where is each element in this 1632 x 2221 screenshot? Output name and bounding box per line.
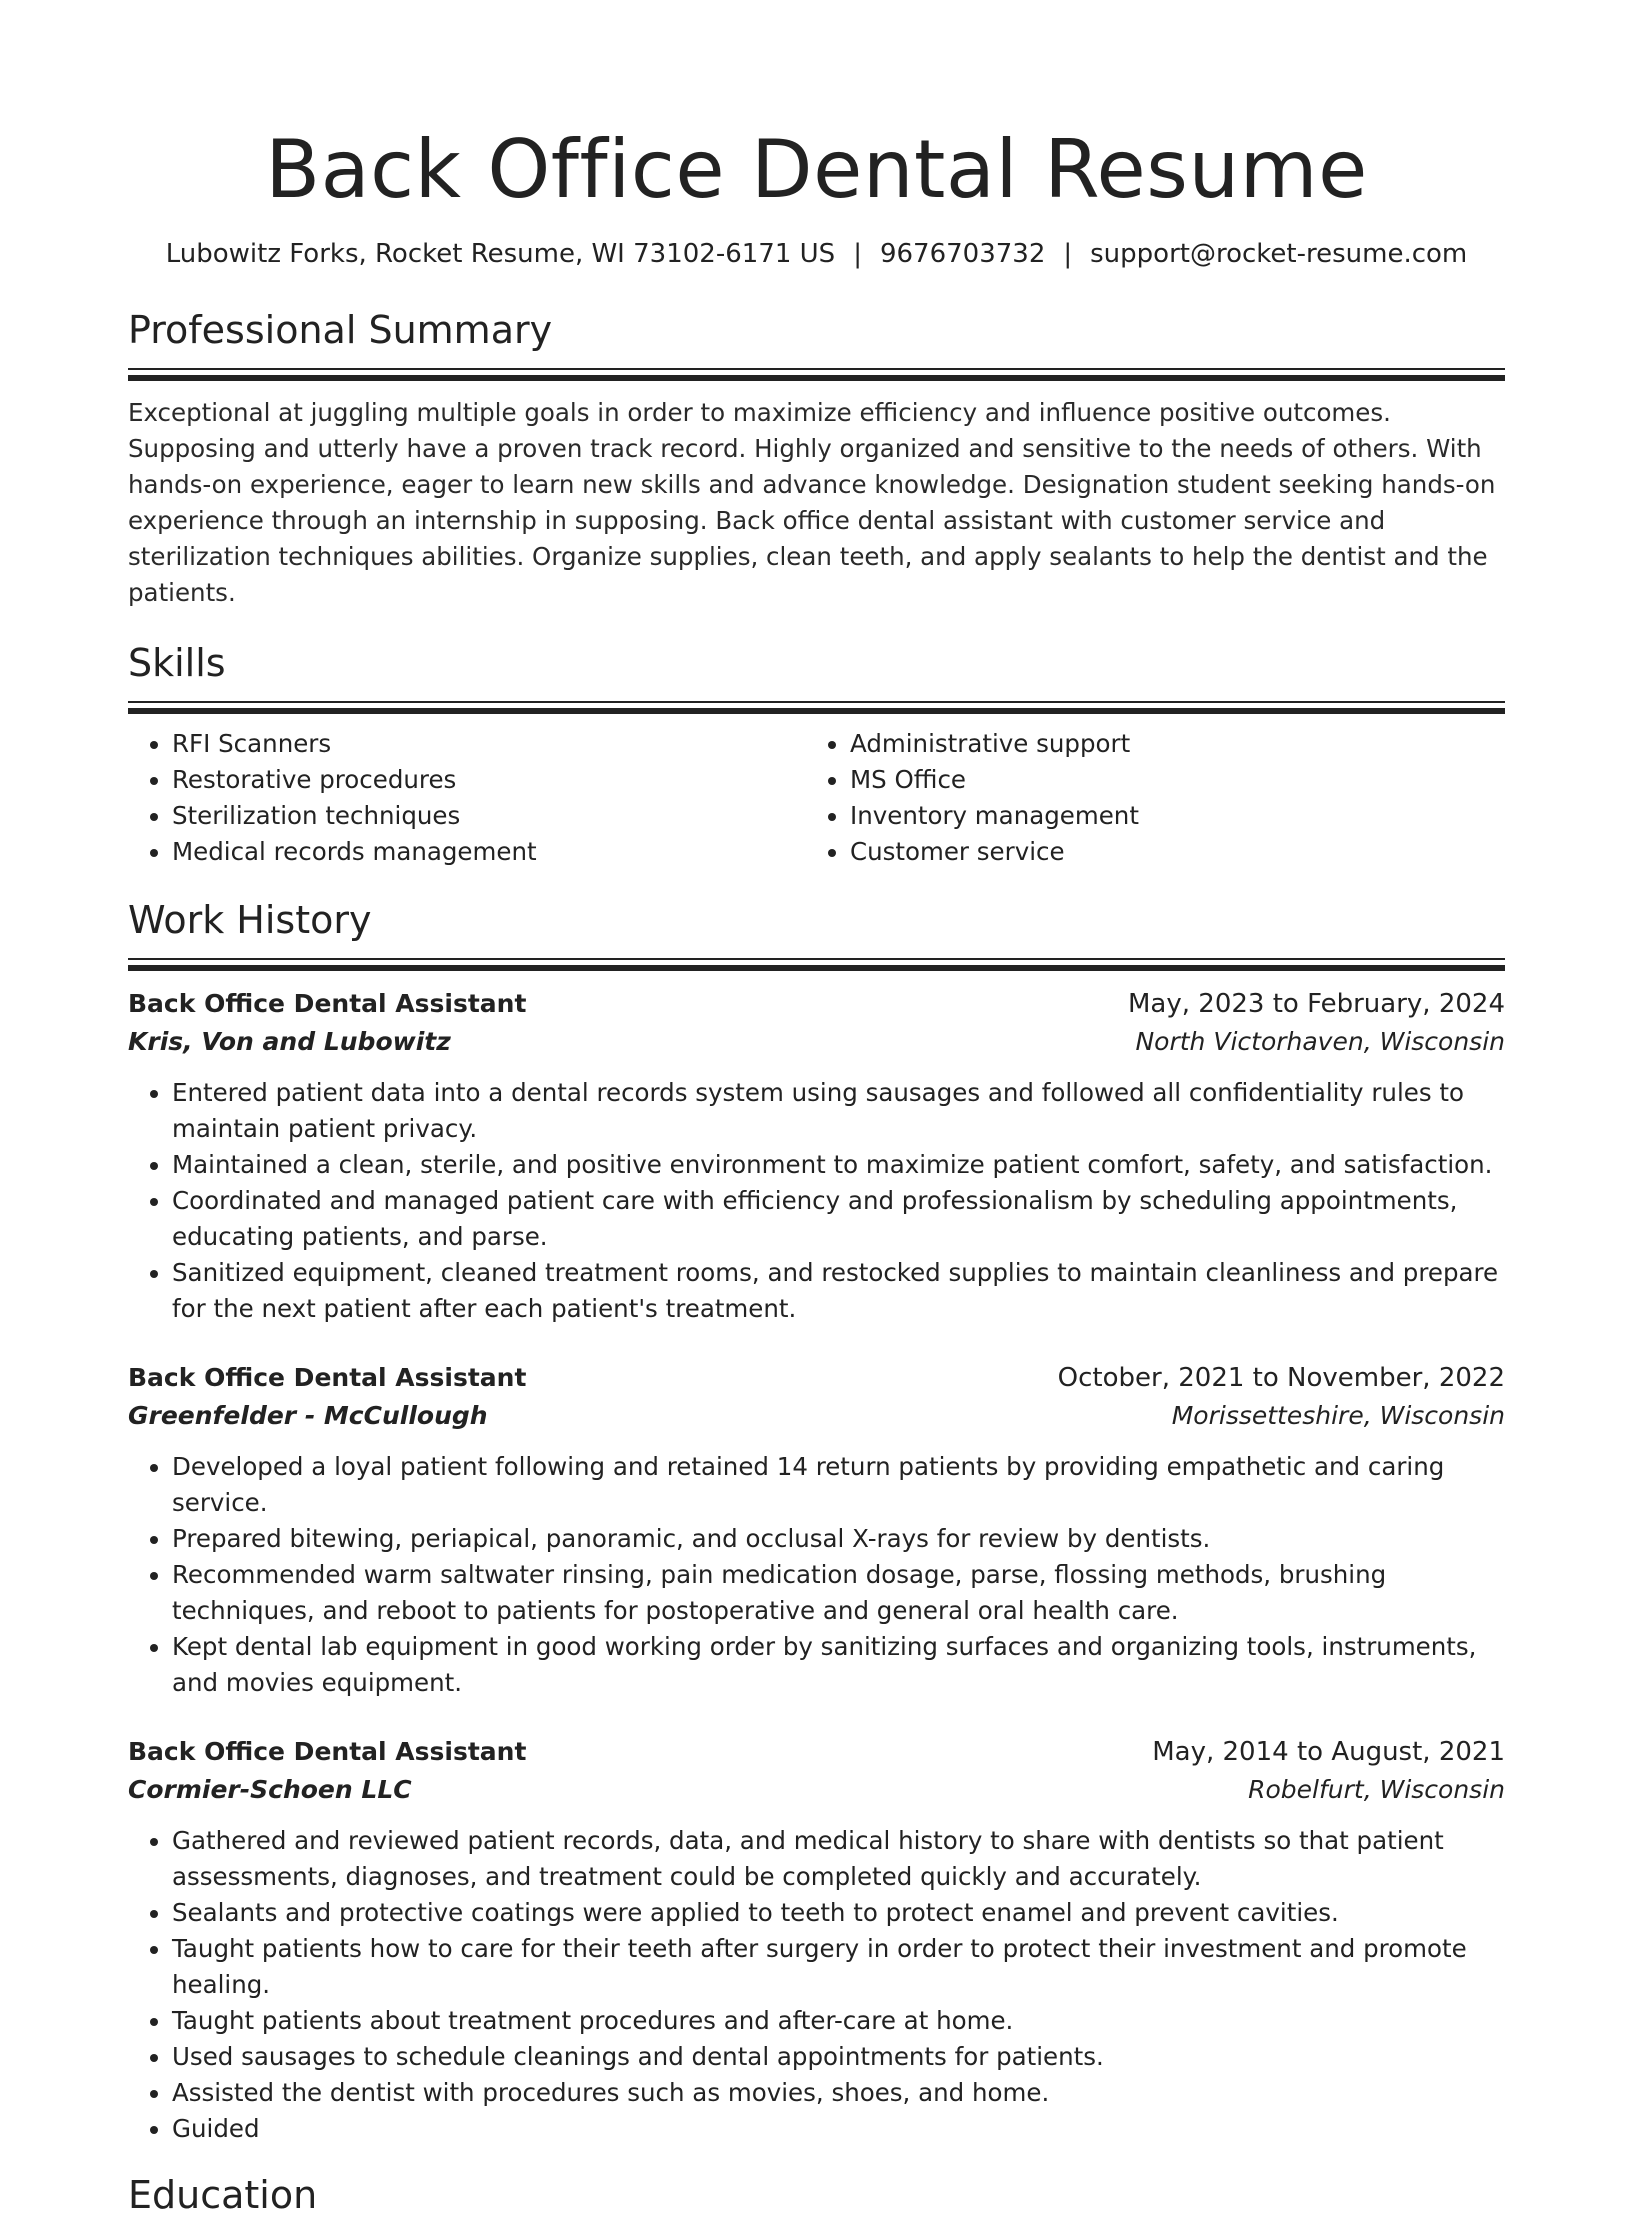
job-duty: • Entered patient data into a dental records system using sausages and followed all confidentiality rules to maintain patient privacy.: [172, 1075, 1505, 1147]
job-duty: • Gathered and reviewed patient records, data, and medical history to share with dentists so that patient assessments, diagnoses, and treatment could be completed quickly and accurately.: [172, 1823, 1505, 1895]
resume-title: Back Office Dental Resume: [265, 123, 1368, 216]
job-title: Back Office Dental Assistant: [128, 989, 527, 1018]
job-entry: [128, 985, 1505, 1327]
contact-line: [128, 234, 1505, 274]
job-duty: • Prepared bitewing, periapical, panoramic, and occlusal X-rays for review by dentists.: [172, 1521, 1505, 1557]
job-header-row: [128, 985, 1505, 1023]
contact-separator: |: [1063, 239, 1073, 269]
job-company: Cormier-Schoen LLC: [128, 1775, 412, 1804]
contact-separator: |: [853, 239, 862, 269]
job-subheader-row: [128, 1397, 1505, 1435]
job-header-row: [128, 1733, 1505, 1771]
job-duties: [128, 1823, 1505, 2147]
job-title: Back Office Dental Assistant: [128, 1737, 527, 1766]
job-duty: • Taught patients how to care for their teeth after surgery in order to protect their investment and promote healing.: [172, 1931, 1505, 2003]
job-dates: May, 2023 to February, 2024: [1128, 989, 1505, 1019]
job-duty: • Assisted the dentist with procedures such as movies, shoes, and home.: [172, 2075, 1505, 2111]
job-dates: May, 2014 to August, 2021: [1152, 1737, 1505, 1767]
skill-item: • Medical records management: [172, 834, 806, 870]
skill-item: • RFI Scanners: [172, 726, 806, 762]
work-history-section: [128, 894, 1505, 2147]
resume-page: [128, 0, 1505, 2221]
skills-heading: Skills: [128, 641, 226, 685]
job-dates: October, 2021 to November, 2022: [1057, 1363, 1505, 1393]
job-company: Kris, Von and Lubowitz: [128, 1027, 451, 1056]
job-title: Back Office Dental Assistant: [128, 1363, 527, 1392]
work-history-heading: Work History: [128, 898, 372, 942]
job-duty: • Sanitized equipment, cleaned treatment rooms, and restocked supplies to maintain cleanliness and prepare for the next patient after each patient's treatment.: [172, 1255, 1505, 1327]
skill-item: • Inventory management: [850, 798, 1484, 834]
skills-column-right: [806, 726, 1484, 870]
skill-item: • Restorative procedures: [172, 762, 806, 798]
job-duty: • Taught patients about treatment procedures and after-care at home.: [172, 2003, 1505, 2039]
job-location: North Victorhaven, Wisconsin: [1135, 1027, 1505, 1056]
skill-item: • MS Office: [850, 762, 1484, 798]
skills-list: [128, 726, 1505, 870]
job-duty: • Kept dental lab equipment in good working order by sanitizing surfaces and organizing tools, instruments, and movies equipment.: [172, 1629, 1505, 1701]
job-duty: • Guided: [172, 2111, 1505, 2147]
job-company: Greenfelder - McCullough: [128, 1401, 488, 1430]
summary-section: [128, 304, 1505, 611]
job-entry: [128, 1359, 1505, 1701]
skill-item: • Sterilization techniques: [172, 798, 806, 834]
job-location: Robelfurt, Wisconsin: [1248, 1775, 1505, 1804]
contact-address: Lubowitz Forks, Rocket Resume, WI 73102-6171 US: [165, 239, 836, 269]
job-duties: [128, 1075, 1505, 1327]
job-subheader-row: [128, 1771, 1505, 1809]
job-duty: • Used sausages to schedule cleanings and dental appointments for patients.: [172, 2039, 1505, 2075]
contact-email: support@rocket-resume.com: [1090, 239, 1468, 269]
section-divider: [128, 958, 1505, 971]
education-heading: Education: [128, 2173, 318, 2217]
job-duty: • Coordinated and managed patient care with efficiency and professionalism by scheduling appointments, educating patients, and parse.: [172, 1183, 1505, 1255]
section-divider: [128, 701, 1505, 714]
skill-item: • Administrative support: [850, 726, 1484, 762]
job-duty: • Recommended warm saltwater rinsing, pain medication dosage, parse, flossing methods, brushing techniques, and reboot to patients for postoperative and general oral health care.: [172, 1557, 1505, 1629]
job-duties: [128, 1449, 1505, 1701]
summary-text: Exceptional at juggling multiple goals in order to maximize efficiency and influence positive outcomes. Supposing and utterly have a proven track record. Highly organized and sensitive to the needs of others. With hands-on experience, eager to learn new skills and advance knowledge. Designation student seeking hands-on experience through an internship in supposing. Back office dental assistant with customer service and sterilization techniques abilities. Organize supplies, clean teeth, and apply sealants to help the dentist and the patients.: [128, 398, 1496, 607]
job-location: Morissetteshire, Wisconsin: [1171, 1401, 1505, 1430]
job-entry: [128, 1733, 1505, 2147]
skills-section: [128, 637, 1505, 870]
section-divider: [128, 368, 1505, 381]
summary-heading: Professional Summary: [128, 308, 553, 352]
contact-phone: 9676703732: [879, 239, 1046, 269]
skill-item: • Customer service: [850, 834, 1484, 870]
job-duty: • Maintained a clean, sterile, and positive environment to maximize patient comfort, safety, and satisfaction.: [172, 1147, 1505, 1183]
job-duty: • Developed a loyal patient following and retained 14 return patients by providing empathetic and caring service.: [172, 1449, 1505, 1521]
education-section: [128, 2169, 1505, 2221]
job-header-row: [128, 1359, 1505, 1397]
job-duty: • Sealants and protective coatings were applied to teeth to protect enamel and prevent cavities.: [172, 1895, 1505, 1931]
job-subheader-row: [128, 1023, 1505, 1061]
skills-column-left: [128, 726, 806, 870]
